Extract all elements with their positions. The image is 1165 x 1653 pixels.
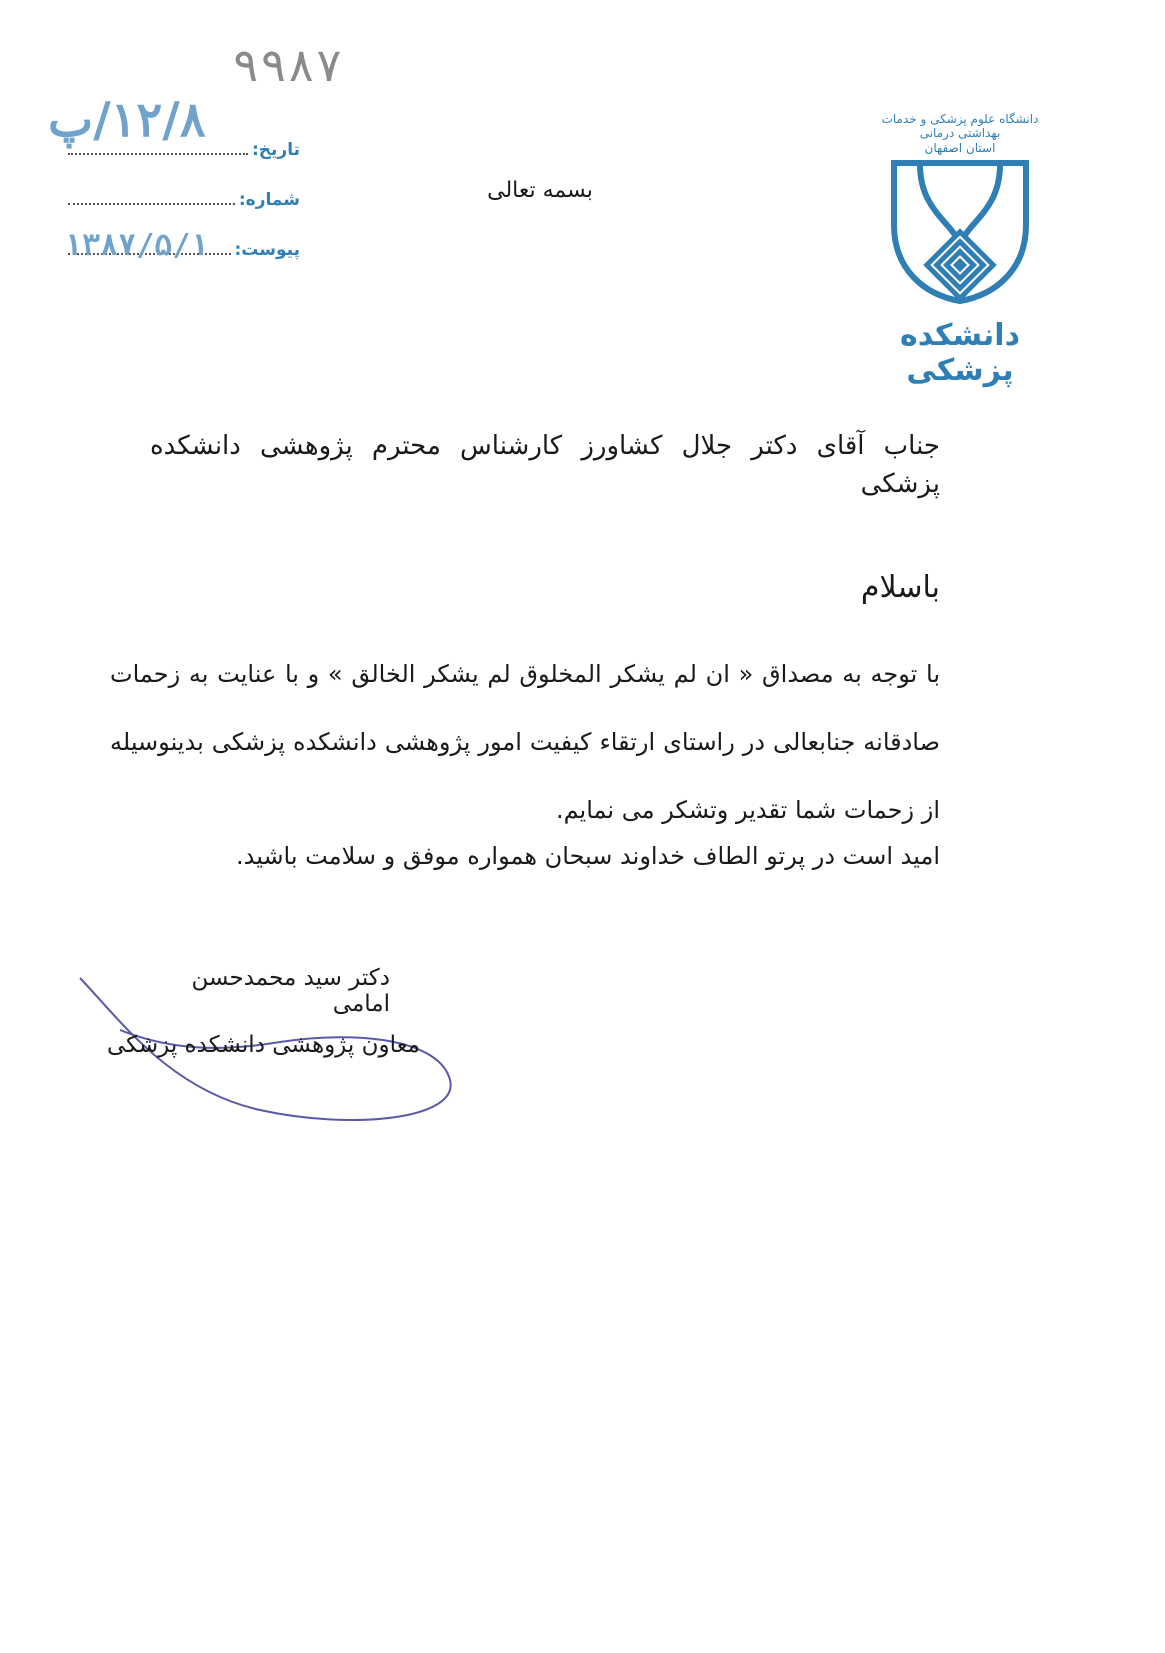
bismillah-heading: بسمه تعالی xyxy=(487,178,593,203)
institution-name: دانشکده پزشکی xyxy=(900,318,1020,388)
date-label: تاریخ: xyxy=(252,140,300,160)
addressee-line: جناب آقای دکتر جلال کشاورز کارشناس محترم پژوهشی دانشکده پزشکی xyxy=(150,431,940,499)
university-logo xyxy=(880,112,1040,309)
logo-arc-text-1: دانشگاه علوم پزشکی و خدمات بهداشتی درمانی xyxy=(881,112,1039,141)
letter-body: با توجه به مصداق « ان لم یشکر المخلوق لم یشکر الخالق » و با عنایت به زحمات صادقانه جنابعالی در راستای ارتقاء کیفیت امور پژوهشی دانشکده پزشکی بدینوسیله از زحمات شما تقدیر وتشکر می نمایم. xyxy=(110,660,940,824)
signatory-name: دکتر سید محمدحسن امامی xyxy=(191,965,390,1017)
registration-number-stamp: ۹۹۸۷ xyxy=(232,38,343,92)
registration-code-stamp: ۱۲/۸/پ xyxy=(48,92,206,148)
date-value-stamp: ۱۳۸۷/۵/۱ xyxy=(64,228,209,263)
closing-line: امید است در پرتو الطاف خداوند سبحان همواره موفق و سلامت باشید. xyxy=(235,842,940,870)
logo-arc-text-2: استان اصفهان xyxy=(924,140,996,155)
number-label: شماره: xyxy=(238,190,300,210)
date-dotted-line xyxy=(68,152,248,155)
number-field xyxy=(68,190,300,210)
number-dotted-line xyxy=(68,202,235,205)
shield-emblem-icon xyxy=(880,155,1040,305)
signatory-title: معاون پژوهشی دانشکده پزشکی xyxy=(107,1032,420,1058)
greeting: باسلام xyxy=(860,570,940,605)
date-field xyxy=(68,140,300,160)
attachment-label: پیوست: xyxy=(234,240,300,260)
